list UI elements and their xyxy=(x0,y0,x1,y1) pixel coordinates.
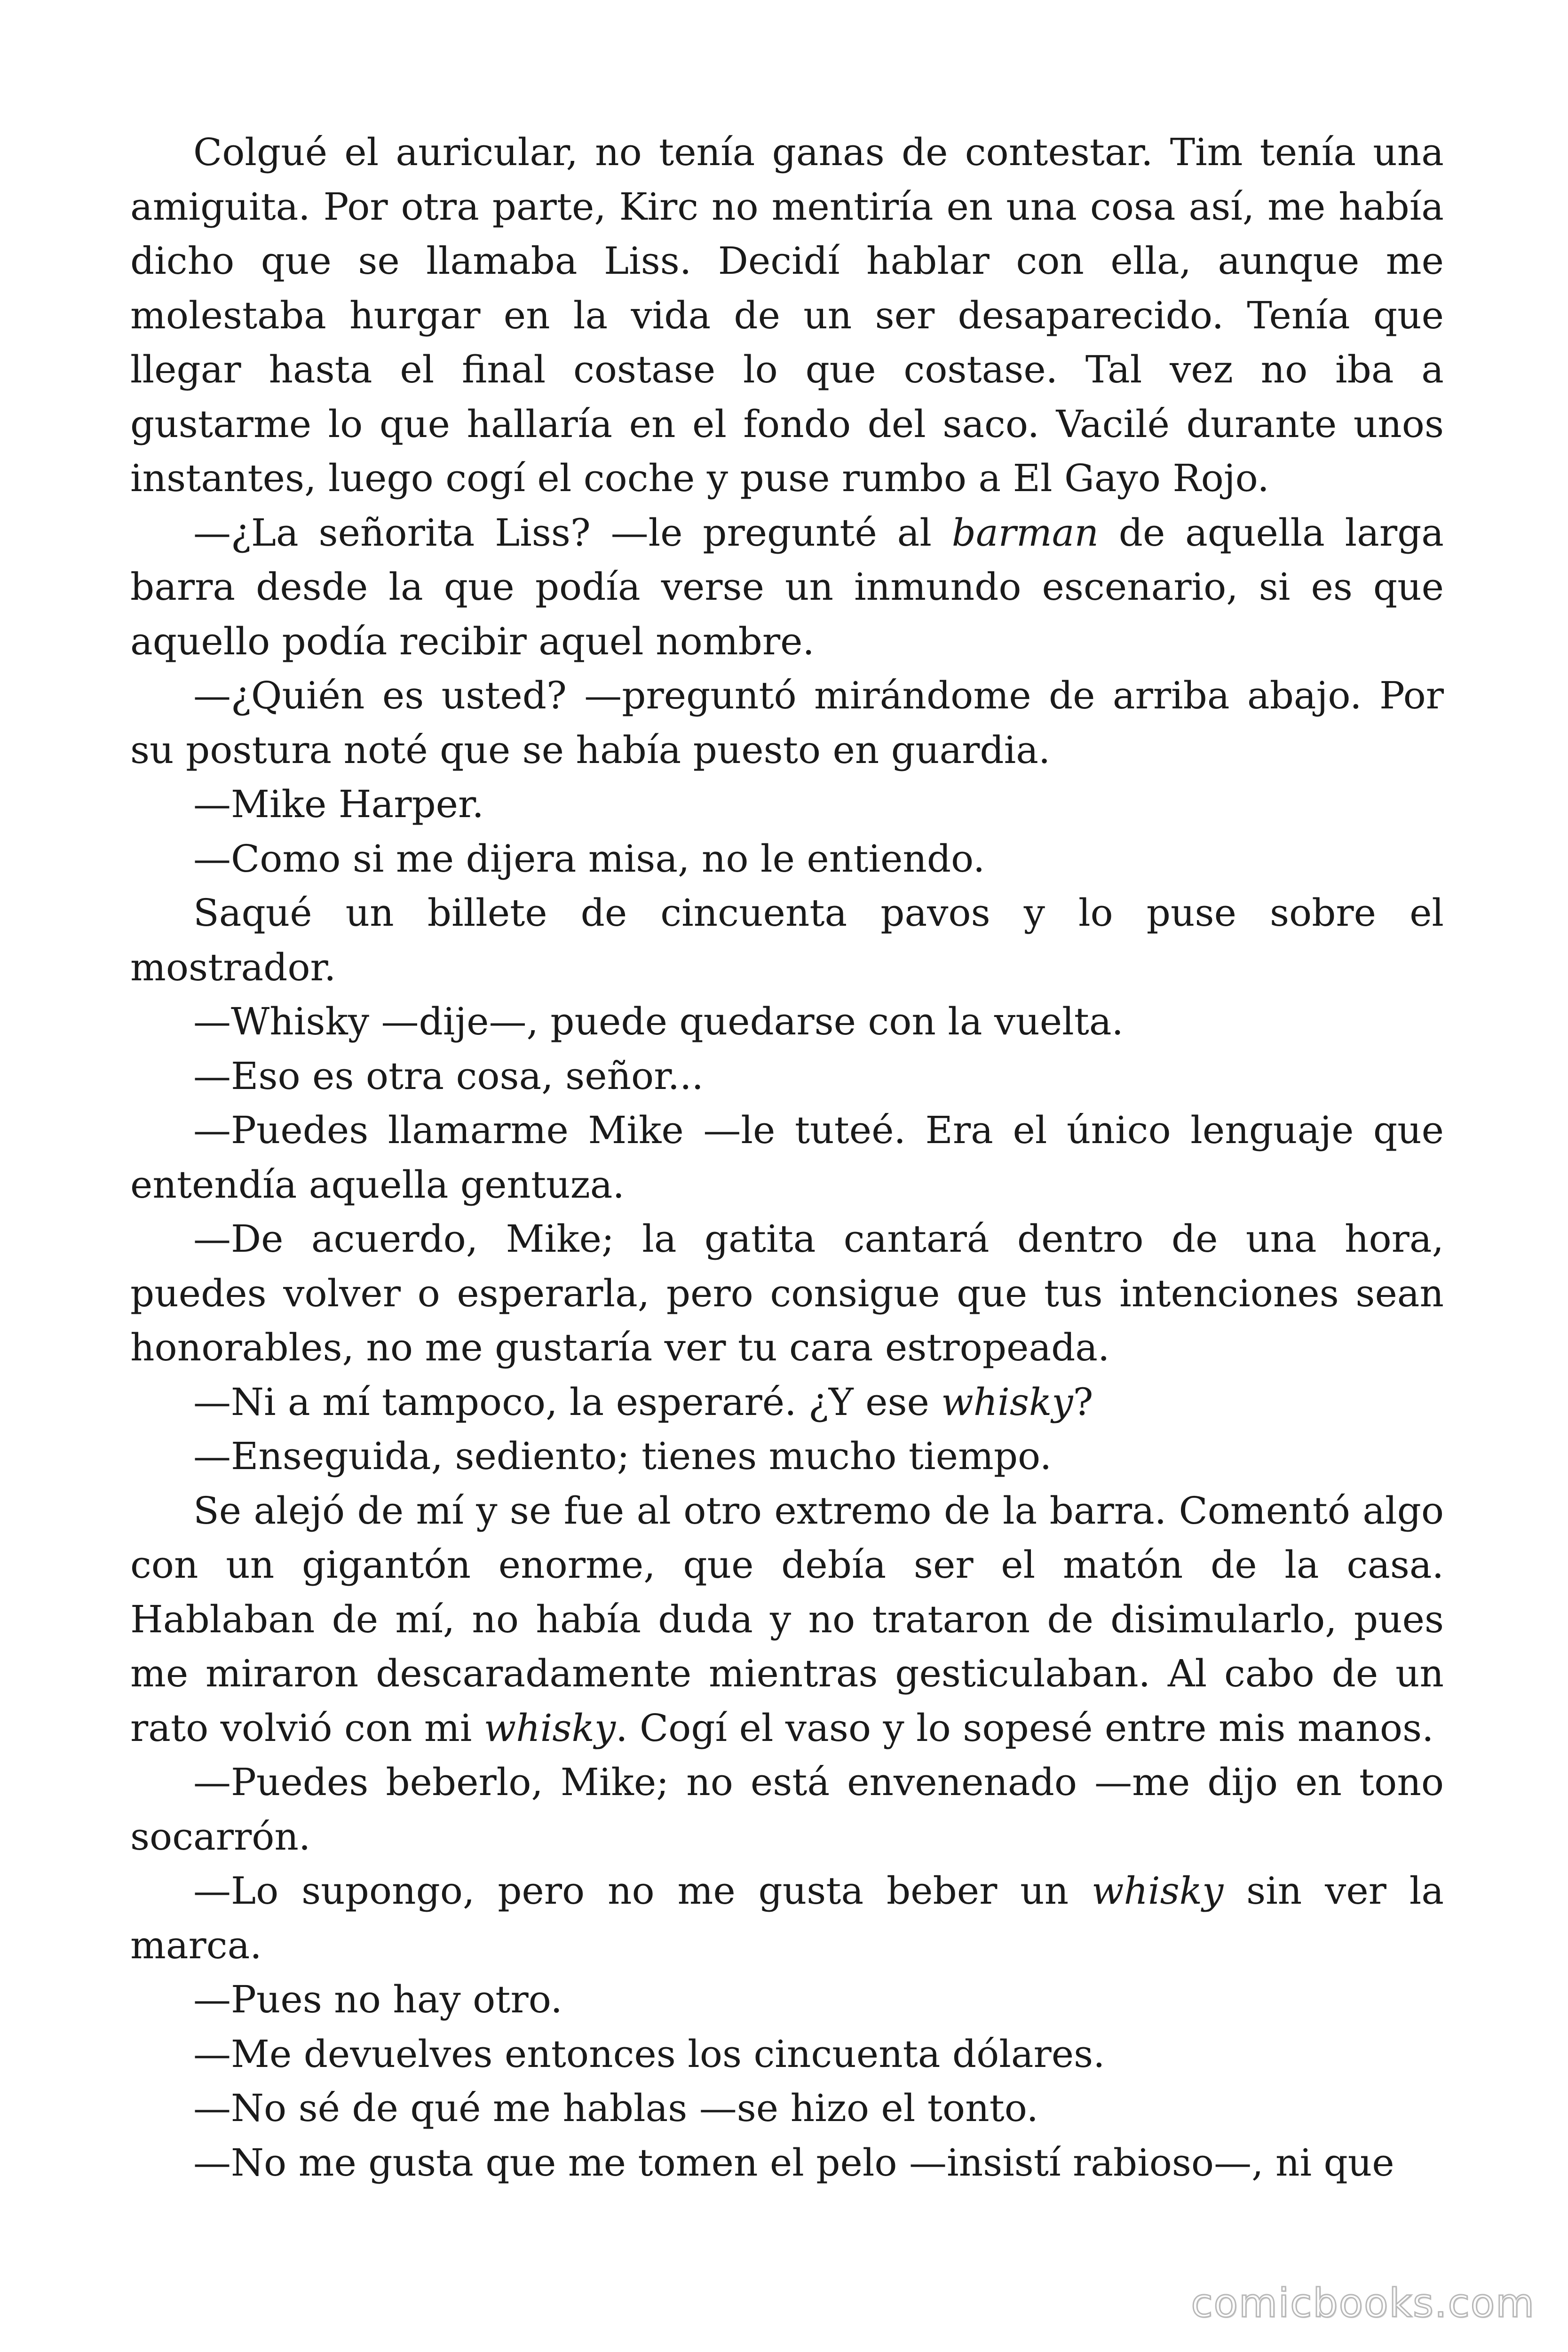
text-run: —Lo supongo, pero no me gusta beber un xyxy=(193,1869,1092,1913)
paragraph xyxy=(130,506,1444,669)
paragraph xyxy=(130,1103,1444,1212)
italic-word: whisky xyxy=(1092,1869,1224,1913)
paragraph xyxy=(130,1049,1444,1104)
text-run: ? xyxy=(1073,1380,1093,1424)
paragraph xyxy=(130,832,1444,886)
paragraph xyxy=(130,1972,1444,2027)
paragraph xyxy=(130,2136,1444,2190)
paragraph xyxy=(130,1429,1444,1484)
text-run: —Enseguida, sediento; tienes mucho tiempo. xyxy=(193,1434,1052,1478)
text-run: —Ni a mí tampoco, la esperaré. ¿Y ese xyxy=(193,1380,942,1424)
text-run: Saqué un billete de cincuenta pavos y lo puse sobre el mostrador. xyxy=(130,891,1444,989)
text-run: . Cogí el vaso y lo sopesé entre mis manos. xyxy=(616,1706,1434,1750)
paragraph xyxy=(130,1864,1444,1972)
paragraph xyxy=(130,1375,1444,1430)
italic-word: whisky xyxy=(483,1706,616,1750)
italic-word: barman xyxy=(951,510,1099,555)
paragraph xyxy=(130,1484,1444,1756)
text-run: —Pues no hay otro. xyxy=(193,1978,562,2021)
text-run: Se alejó de mí y se fue al otro extremo de la barra. Comentó algo con un gigantón enorme, que debía ser el matón de la casa. Hablaban de mí, no había duda y no trataron de disimularlo, pues me miraron descaradamente mientras gesticulaban. Al cabo de un rato volvió con mi xyxy=(130,1488,1444,1750)
text-run: —Me devuelves entonces los cincuenta dólares. xyxy=(193,2032,1105,2076)
text-run: —¿La señorita Liss? —le pregunté al xyxy=(193,510,952,555)
paragraph xyxy=(130,2081,1444,2136)
text-run: —¿Quién es usted? —preguntó mirándome de arriba abajo. Por su postura noté que se había puesto en guardia. xyxy=(130,674,1444,772)
text-run: —Puedes llamarme Mike —le tuteé. Era el único lenguaje que entendía aquella gentuza. xyxy=(130,1108,1444,1207)
paragraph xyxy=(130,886,1444,994)
text-run: —De acuerdo, Mike; la gatita cantará dentro de una hora, puedes volver o esperarla, pero consigue que tus intenciones sean honorables, no me gustaría ver tu cara estropeada. xyxy=(130,1217,1444,1369)
paragraph xyxy=(130,777,1444,832)
paragraph xyxy=(130,1212,1444,1375)
paragraph xyxy=(130,668,1444,777)
text-run: Colgué el auricular, no tenía ganas de contestar. Tim tenía una amiguita. Por otra parte, Kirc no mentiría en una cosa así, me había dicho que se llamaba Liss. Decidí hablar con ella, aunque me molestaba hurgar en la vida de un ser desaparecido. Tenía que llegar hasta el final costase lo que costase. Tal vez no iba a gustarme lo que hallaría en el fondo del saco. Vacilé durante unos instantes, luego cogí el coche y puse rumbo a El Gayo Rojo. xyxy=(130,130,1444,500)
italic-word: whisky xyxy=(941,1380,1073,1424)
paragraph xyxy=(130,125,1444,506)
text-run: sin ver la marca. xyxy=(130,1869,1444,1967)
text-run: —Eso es otra cosa, señor... xyxy=(193,1054,704,1098)
paragraph xyxy=(130,994,1444,1049)
text-run: de aquella larga barra desde la que podía verse un inmundo escenario, si es que aquello podía recibir aquel nombre. xyxy=(130,510,1444,663)
text-run: —Puedes beberlo, Mike; no está envenenado —me dijo en tono socarrón. xyxy=(130,1760,1444,1859)
watermark: comicbooks.com xyxy=(1191,2280,1535,2326)
text-run: —Whisky —dije—, puede quedarse con la vuelta. xyxy=(193,1000,1124,1043)
text-run: —No sé de qué me hablas —se hizo el tonto. xyxy=(193,2086,1038,2130)
paragraph xyxy=(130,1755,1444,1864)
text-run: —Mike Harper. xyxy=(193,782,484,826)
text-run: —Como si me dijera misa, no le entiendo. xyxy=(193,836,985,881)
body-text xyxy=(130,125,1444,2190)
paragraph xyxy=(130,2027,1444,2082)
text-run: —No me gusta que me tomen el pelo —insistí rabioso—, ni que xyxy=(193,2140,1394,2185)
